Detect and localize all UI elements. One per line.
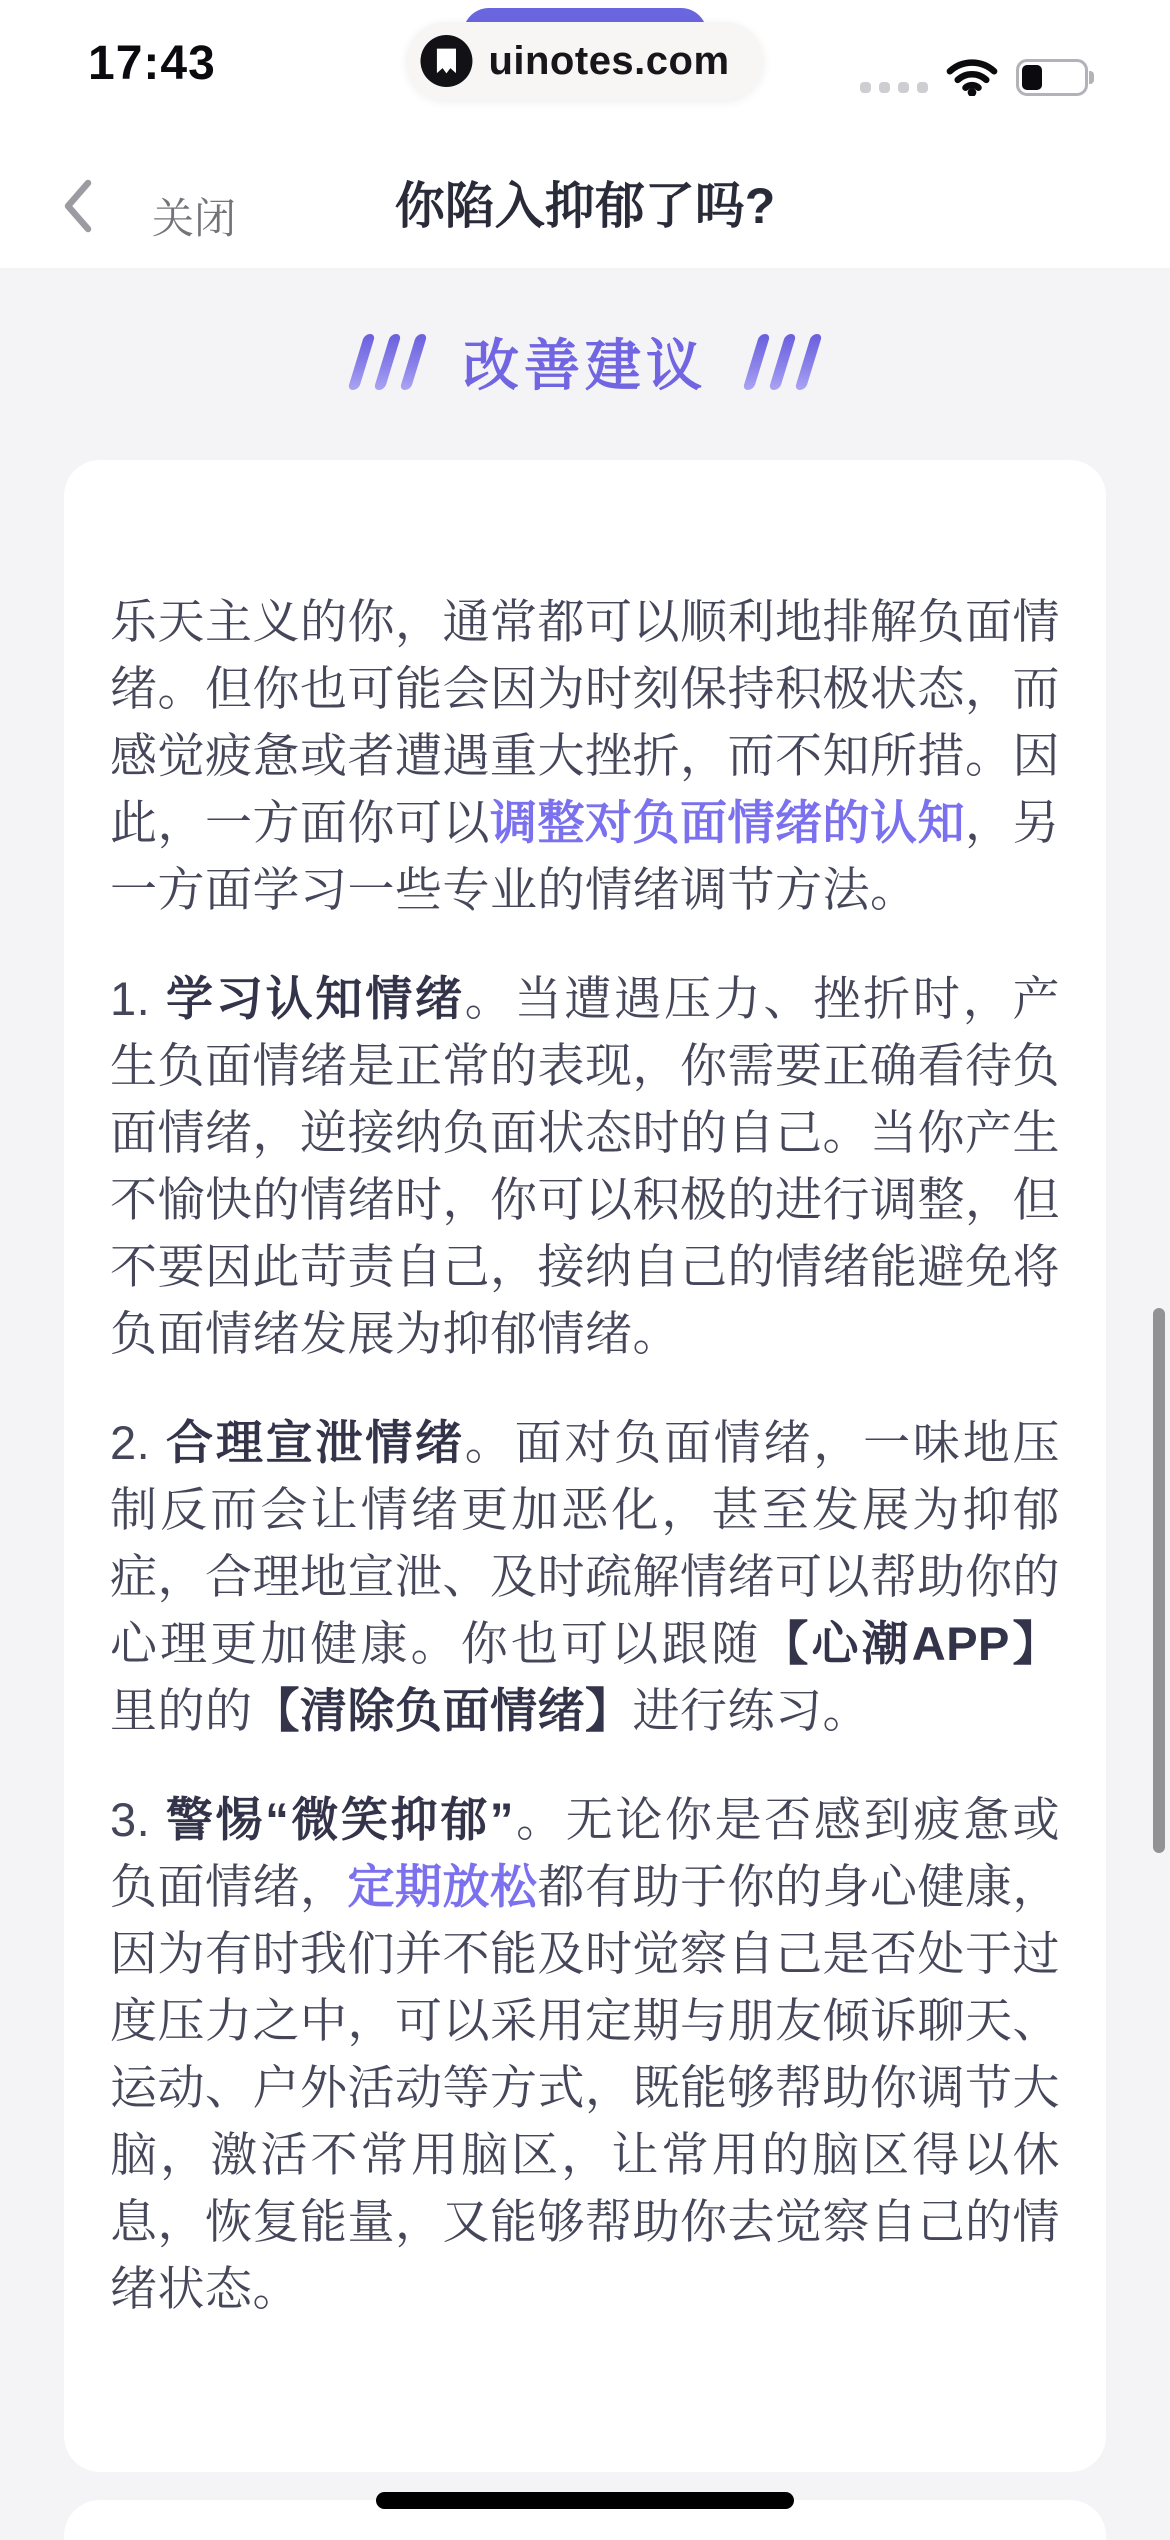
text-run: 2. xyxy=(110,1416,167,1469)
text-run: 里的的 xyxy=(110,1684,253,1737)
text-run: 警惕“微笑抑郁” xyxy=(165,1793,514,1846)
paragraph-item-3 xyxy=(110,1786,1060,2322)
paragraph-item-2 xyxy=(110,1409,1060,1744)
back-chevron-icon[interactable] xyxy=(62,178,94,234)
text-run: 。面对负面情绪，一味地压制反而会让情绪更加恶化，甚至发展为抑郁症，合理地宣泄、及时疏解情绪可以帮助你的心理更加健康。你也可以跟随 xyxy=(110,1416,1060,1670)
text-run: 。当遭遇压力、挫折时，产生负面情绪是正常的表现，你需要正确看待负面情绪，逆接纳负面状态时的自己。当你产生不愉快的情绪时，你可以积极的进行调整，但不要因此苛责自己，接纳自己的情绪能避免将负面情绪发展为抑郁情绪。 xyxy=(110,972,1060,1360)
advice-card xyxy=(64,460,1106,2472)
home-indicator[interactable] xyxy=(376,2492,794,2509)
section-header xyxy=(0,322,1170,402)
section-title: 改善建议 xyxy=(463,334,707,397)
text-run: 3. xyxy=(110,1793,166,1846)
decor-slashes-right-icon xyxy=(751,334,814,390)
status-icons xyxy=(860,52,1088,96)
uinotes-pill-label: uinotes.com xyxy=(488,38,730,83)
close-button[interactable]: 关闭 xyxy=(152,195,237,242)
signal-dots-icon xyxy=(860,82,928,93)
text-run: ，另一方面学习一些专业的情绪调节方法。 xyxy=(110,796,1060,916)
scrollbar-thumb[interactable] xyxy=(1153,1308,1165,1853)
decor-slashes-left-icon xyxy=(356,334,419,390)
wifi-icon xyxy=(946,56,998,96)
page-title: 你陷入抑郁了吗? xyxy=(394,178,776,234)
battery-icon xyxy=(1016,59,1088,96)
text-run: 【清除负面情绪】 xyxy=(252,1684,633,1737)
paragraph-intro xyxy=(110,588,1060,923)
paragraph-item-1 xyxy=(110,965,1060,1367)
status-and-nav-header xyxy=(0,0,1170,268)
text-run: 都有助于你的身心健康，因为有时我们并不能及时觉察自己是否处于过度压力之中，可以采用定期与朋友倾诉聊天、运动、户外活动等方式，既能够帮助你调节大脑，激活不常用脑区，让常用的脑区得以休息，恢复能量，又能够帮助你去觉察自己的情绪状态。 xyxy=(110,1860,1060,2315)
text-run: 乐天主义的你，通常都可以顺利地排解负面情绪。但你也可能会因为时刻保持积极状态，而感觉疲惫或者遭遇重大挫折，而不知所措。因此，一方面你可以 xyxy=(110,595,1060,849)
highlight-text: 定期放松 xyxy=(347,1860,538,1913)
text-run: 。无论你是否感到疲惫或负面情绪， xyxy=(110,1793,1061,1913)
text-run: 1. xyxy=(110,972,167,1025)
text-run: 学习认知情绪 xyxy=(166,972,465,1025)
text-run: 进行练习。 xyxy=(632,1684,870,1737)
card-paragraphs xyxy=(110,588,1060,2322)
highlight-text: 调整对负面情绪的认知 xyxy=(490,796,965,849)
text-run: 【心潮APP】 xyxy=(761,1617,1060,1670)
uinotes-logo-icon xyxy=(420,35,472,87)
status-time: 17:43 xyxy=(88,37,216,90)
text-run: 合理宣泄情绪 xyxy=(166,1416,465,1469)
uinotes-pill[interactable] xyxy=(406,22,763,100)
